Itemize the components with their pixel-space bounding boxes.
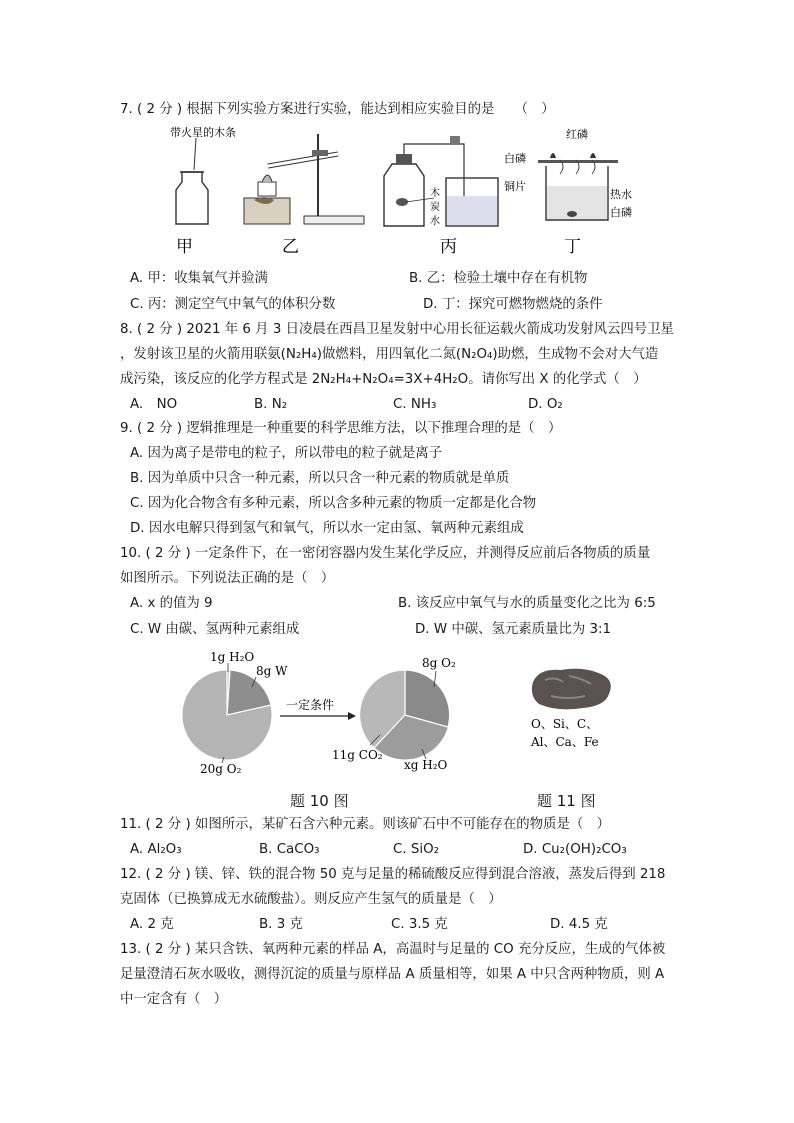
q12-option-c: C. 3.5 克 [391, 917, 448, 932]
label-ding: 丁 [564, 237, 581, 257]
q8-line2: ，发射该卫星的火箭用联氨(N₂H₄)做燃料，用四氧化二氮(N₂O₄)助燃，生成物不会对大气造 [120, 347, 659, 362]
label-bing: 丙 [440, 237, 457, 257]
q12-line1: 12. ( 2 分 ) 镁、锌、铁的混合物 50 克与足量的稀硫酸反应得到混合溶液，蒸发后得到 218 [120, 867, 666, 882]
q10-pie-figure [170, 645, 470, 785]
q8-line1: 8. ( 2 分 ) 2021 年 6 月 3 日凌晨在西昌卫星发射中心用长征运载火箭成功发射风云四号卫星 [120, 322, 674, 337]
label-match: 带火星的木条 [170, 126, 236, 139]
pie-arrow-label: 一定条件 [286, 698, 335, 712]
ding-apparatus [504, 127, 632, 257]
q7-option-c: C. 丙：测定空气中氧气的体积分数 [130, 297, 336, 312]
pie-after-o2-label: 8g O₂ [422, 656, 456, 670]
label-yi: 乙 [282, 237, 299, 257]
jia-apparatus [170, 125, 236, 257]
q8-option-c: C. NH₃ [393, 397, 437, 412]
pie-after-co2-label: 11g CO₂ [332, 748, 383, 762]
q11-option-a: A. Al₂O₃ [130, 842, 182, 857]
q10-line2: 如图所示。下列说法正确的是（ ） [120, 571, 335, 586]
q9-stem: 9. ( 2 分 ) 逻辑推理是一种重要的科学思维方法，以下推理合理的是（ ） [120, 421, 562, 436]
label-charcoal: 木 [430, 188, 440, 199]
q11-option-d: D. Cu₂(OH)₂CO₃ [523, 842, 627, 857]
q11-option-b: B. CaCO₃ [259, 842, 320, 857]
q7-apparatus-figure [158, 124, 632, 260]
pie-before-w-label: 8g W [256, 664, 288, 678]
q12-option-b: B. 3 克 [259, 917, 303, 932]
q11-figure-caption: 题 11 图 [537, 792, 596, 810]
q13-line2: 足量澄清石灰水吸收，测得沉淀的质量与原样品 A 质量相等，如果 A 中只含两种物质，则 A [120, 967, 665, 982]
q11-ore-figure [525, 662, 625, 752]
q7-stem: 7. ( 2 分 ) 根据下列实验方案进行实验，能达到相应实验目的是 （ ） [120, 102, 555, 117]
q9-option-c: C. 因为化合物含有多种元素，所以含多种元素的物质一定都是化合物 [130, 496, 537, 511]
ore-elements-line1: O、Si、C、 [531, 717, 599, 731]
q8-option-d: D. O₂ [528, 397, 563, 412]
q10-line1: 10. ( 2 分 ) 一定条件下，在一密闭容器内发生某化学反应，并测得反应前后各物质的质量 [120, 546, 651, 561]
q7-option-b: B. 乙：检验土壤中存在有机物 [409, 271, 588, 286]
q12-option-d: D. 4.5 克 [550, 917, 608, 932]
q7-option-a: A. 甲：收集氧气并验满 [130, 271, 268, 286]
label-white-phosphorus-bottom: 白磷 [610, 206, 632, 219]
q9-option-d: D. 因水电解只得到氢气和氧气，所以水一定由氢、氧两种元素组成 [130, 521, 524, 536]
q8-option-a: A. NO [130, 397, 178, 412]
q10-option-a: A. x 的值为 9 [130, 596, 213, 611]
label-hot-water: 热水 [610, 188, 632, 201]
label-white-phosphorus-top: 白磷 [504, 152, 526, 165]
q12-line2: 克固体（已换算成无水硫酸盐）。则反应产生氢气的质量是（ ） [120, 892, 502, 907]
q10-option-b: B. 该反应中氧气与水的质量变化之比为 6:5 [398, 596, 656, 611]
yi-apparatus [244, 134, 364, 257]
pie-after-h2o-label: xg H₂O [404, 758, 448, 772]
bing-apparatus [384, 136, 498, 257]
q10-option-d: D. W 中碳、氢元素质量比为 3:1 [415, 622, 612, 637]
q8-line3: 成污染，该反应的化学方程式是 2N₂H₄+N₂O₄=3X+4H₂O。请你写出 X 的化学式（ ） [120, 372, 647, 387]
q10-figure-caption: 题 10 图 [290, 792, 349, 810]
ore-elements-line2: Al、Ca、Fe [531, 735, 599, 749]
q7-option-d: D. 丁：探究可燃物燃烧的条件 [423, 297, 603, 312]
q12-option-a: A. 2 克 [130, 917, 174, 932]
q8-option-b: B. N₂ [254, 397, 288, 412]
label-jia: 甲 [176, 237, 193, 257]
pie-before-o2-label: 20g O₂ [200, 762, 242, 776]
pie-before-h2o-label: 1g H₂O [210, 650, 255, 664]
q11-option-c: C. SiO₂ [393, 842, 439, 857]
ore-rock-icon [532, 669, 611, 710]
q9-option-b: B. 因为单质中只含一种元素，所以只含一种元素的物质就是单质 [130, 471, 510, 486]
label-copper-sheet: 铜片 [504, 180, 526, 193]
q9-option-a: A. 因为离子是带电的粒子，所以带电的粒子就是离子 [130, 446, 443, 461]
label-carbon: 炭 [430, 202, 440, 213]
q13-line1: 13. ( 2 分 ) 某只含铁、氧两种元素的样品 A，高温时与足量的 CO 充分反应，生成的气体被 [120, 942, 666, 957]
q10-option-c: C. W 由碳、氢两种元素组成 [130, 622, 300, 637]
label-red-phosphorus: 红磷 [566, 128, 588, 141]
q11-stem: 11. ( 2 分 ) 如图所示，某矿石含六种元素。则该矿石中不可能存在的物质是（ ） [120, 817, 611, 832]
q13-line3: 中一定含有（ ） [120, 992, 228, 1007]
label-water: 水 [430, 216, 440, 227]
